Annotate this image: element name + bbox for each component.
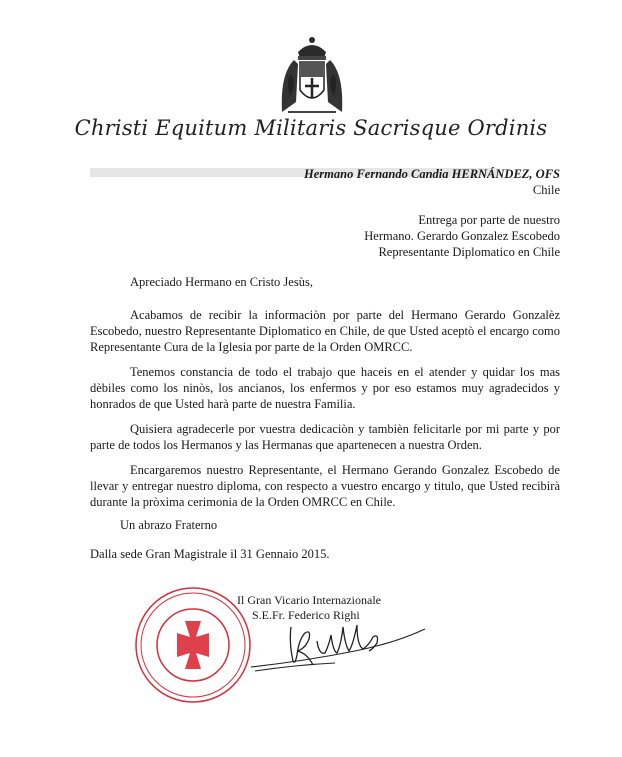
body-paragraph: Tenemos constancia de todo el trabajo que haceis en el atender y quidar los mas dèbiles como los ninòs, los ancianos, los enfermos y por eso estamos muy agradecidos y honrados de que Usted harà parte de nuestra Familia. (90, 365, 560, 411)
delivery-line: Entrega por parte de nuestro (418, 213, 560, 227)
delivery-line: Hermano. Gerardo Gonzalez Escobedo (364, 229, 560, 243)
body-paragraph: Encargaremos nuestro Representante, el Hermano Gerando Gonzalez Escobedo de llevar y entregar nuestro diploma, con respecto a vuestro encargo y titulo, que Usted recibirà durante la pròxima cerimonia de la Orden OMRCC en Chile. (90, 463, 560, 509)
handwritten-signature (245, 605, 435, 675)
signatory-title: Il Gran Vicario Internazionale (237, 593, 381, 607)
delivery-note (364, 212, 560, 260)
closing: Un abrazo Fraterno (120, 518, 218, 532)
delivery-line: Representante Diplomatico en Chile (378, 245, 560, 259)
seal-stamp (133, 585, 253, 705)
body-paragraph: Acabamos de recibir la informaciòn por parte del Hermano Gerardo Gonzalèz Escobedo, nuestro Representante Diplomatico en Chile, de que Usted aceptò el encargo como Representante Cura de la Iglesia por parte de la Orden OMRCC. (90, 308, 560, 354)
salutation: Apreciado Hermano en Cristo Jesùs, (130, 275, 313, 289)
recipient-name: Hermano Fernando Candia HERNÁNDEZ, OFS (304, 167, 560, 181)
cross-pattee-icon (177, 621, 209, 669)
coat-of-arms-crest-icon (272, 34, 352, 120)
order-title: Christi Equitum Militaris Sacrisque Ordinis (74, 116, 548, 140)
dateline: Dalla sede Gran Magistrale il 31 Gennaio 2015. (90, 547, 330, 561)
recipient-country: Chile (532, 183, 560, 197)
signatory-name: S.E.Fr. Federico Righi (252, 608, 360, 622)
body-paragraph: Quisiera agradecerle por vuestra dedicaciòn y tambièn felicitarle por mi parte y por parte de todos los Hermanos y las Hermanas que apartenecen a nuestra Orden. (90, 422, 560, 452)
